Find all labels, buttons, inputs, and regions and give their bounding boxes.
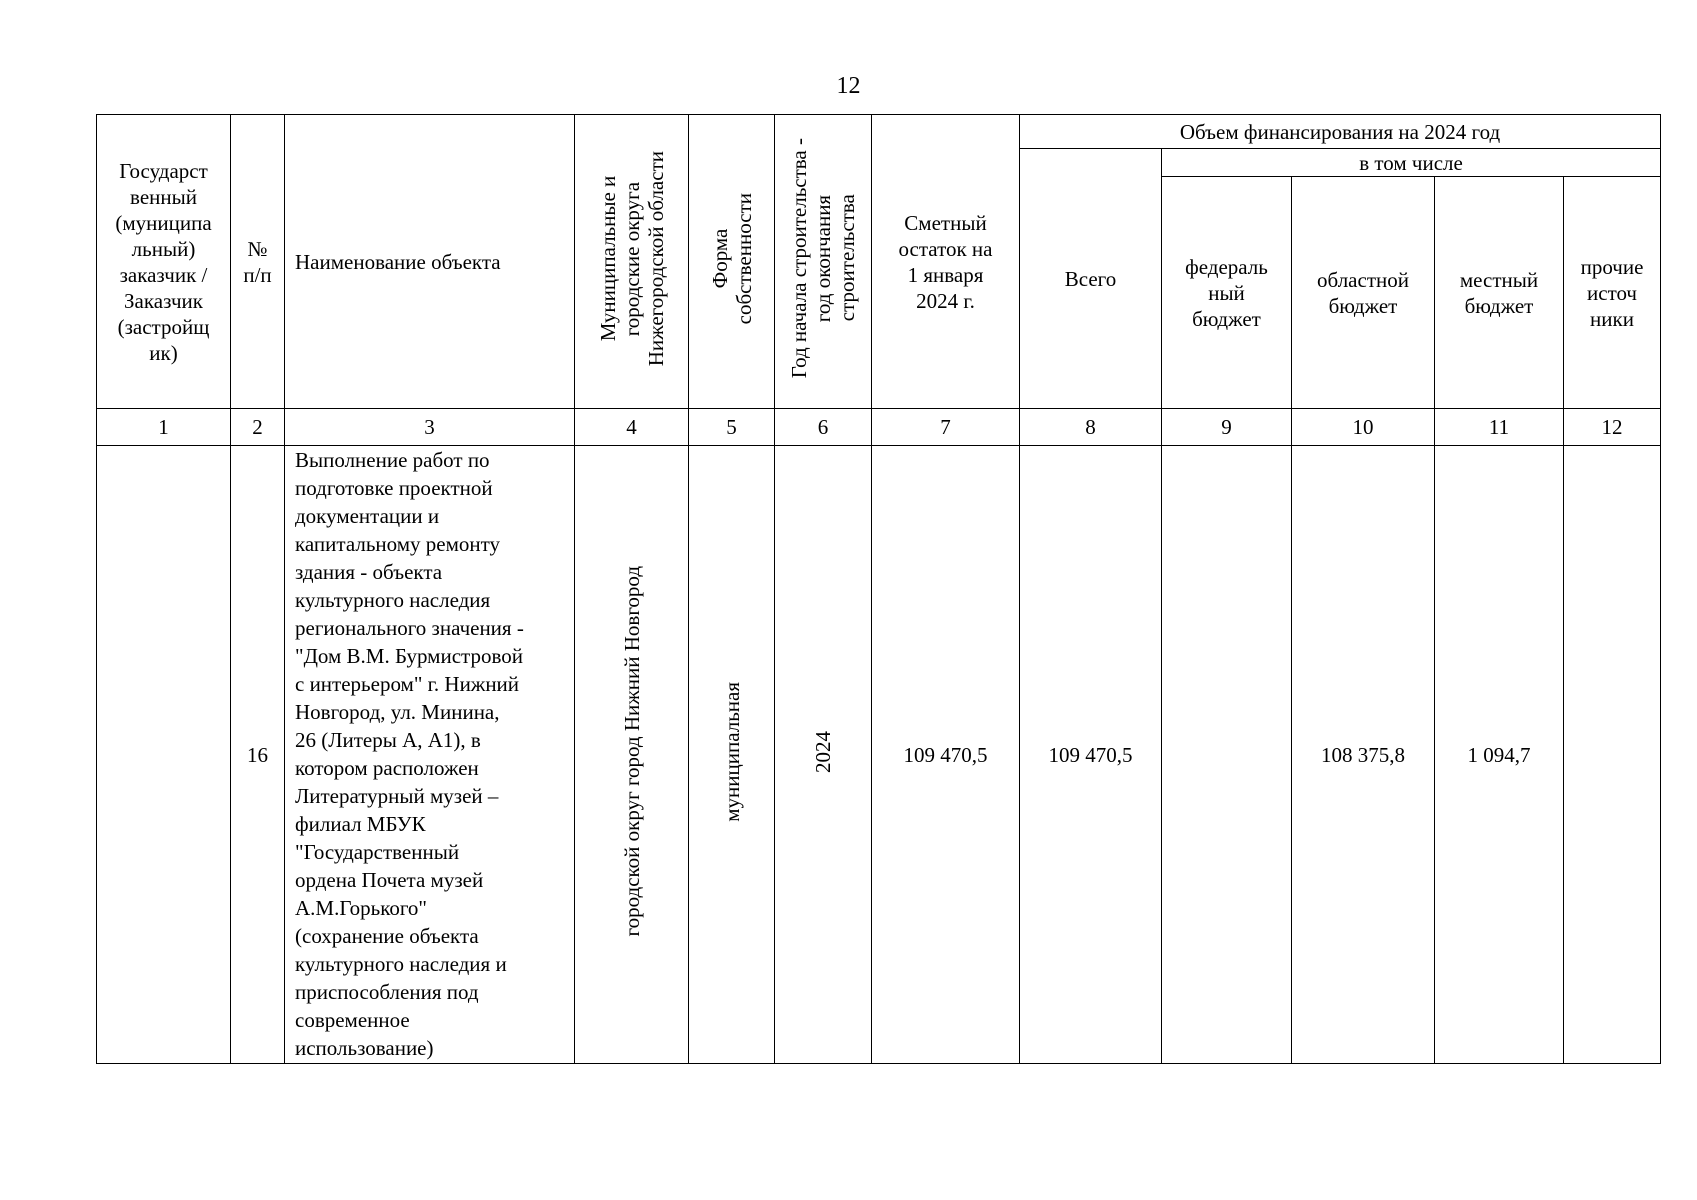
row-customer	[97, 446, 231, 1064]
column-number: 11	[1435, 409, 1564, 446]
header-local: местный бюджет	[1435, 177, 1564, 409]
column-number: 6	[775, 409, 872, 446]
row-ownership	[689, 446, 775, 1064]
column-number: 9	[1162, 409, 1292, 446]
row-estimated-balance: 109 470,5	[872, 446, 1020, 1064]
header-ownership	[689, 115, 775, 409]
header-years-text: Год начала строительства - год окончания строительства	[787, 138, 859, 379]
header-including: в том числе	[1162, 149, 1661, 177]
header-regional: областной бюджет	[1292, 177, 1435, 409]
page-number: 12	[836, 73, 861, 99]
column-number: 1	[97, 409, 231, 446]
row-local: 1 094,7	[1435, 446, 1564, 1064]
header-total: Всего	[1020, 149, 1162, 409]
row-total: 109 470,5	[1020, 446, 1162, 1064]
header-other: прочие источ ники	[1564, 177, 1661, 409]
row-other	[1564, 446, 1661, 1064]
header-federal: федераль ный бюджет	[1162, 177, 1292, 409]
column-number: 5	[689, 409, 775, 446]
table-row	[97, 446, 1661, 1064]
header-number: № п/п	[231, 115, 285, 409]
column-number: 12	[1564, 409, 1661, 446]
header-object-name: Наименование объекта	[285, 115, 575, 409]
column-number: 4	[575, 409, 689, 446]
row-object-name: Выполнение работ по подготовке проектной документации и капитальному ремонту здания - объекта культурного наследия регионального значения - "Дом В.М. Бурмистровой с интерьером" г. Нижний Новгород, ул. Минина, 26 (Литеры А, А1), в котором расположен Литературный музей – филиал МБУК "Государственный ордена Почета музей А.М.Горького" (сохранение объекта культурного наследия и приспособления под современное использование)	[285, 446, 575, 1064]
financing-table	[96, 114, 1661, 1064]
row-years	[775, 446, 872, 1064]
row-federal	[1162, 446, 1292, 1064]
row-district-text: городской округ город Нижний Новгород	[619, 566, 644, 937]
row-years-text: 2024	[811, 730, 835, 773]
header-districts-text: Муниципальные и городские округа Нижегородской области	[595, 150, 668, 367]
row-district	[575, 446, 689, 1064]
column-number: 10	[1292, 409, 1435, 446]
header-row-1	[97, 115, 1661, 149]
header-ownership-text: Форма собственности	[707, 192, 756, 325]
column-number: 8	[1020, 409, 1162, 446]
header-districts	[575, 115, 689, 409]
row-ownership-text: муниципальная	[719, 681, 744, 822]
column-number: 2	[231, 409, 285, 446]
header-financing-group: Объем финансирования на 2024 год	[1020, 115, 1661, 149]
column-number-row	[97, 409, 1661, 446]
header-years	[775, 115, 872, 409]
header-estimated-balance: Сметный остаток на 1 января 2024 г.	[872, 115, 1020, 409]
column-number: 3	[285, 409, 575, 446]
row-regional: 108 375,8	[1292, 446, 1435, 1064]
header-customer: Государст венный (муниципа льный) заказчик / Заказчик (застройщ ик)	[97, 115, 231, 409]
column-number: 7	[872, 409, 1020, 446]
row-number: 16	[231, 446, 285, 1064]
